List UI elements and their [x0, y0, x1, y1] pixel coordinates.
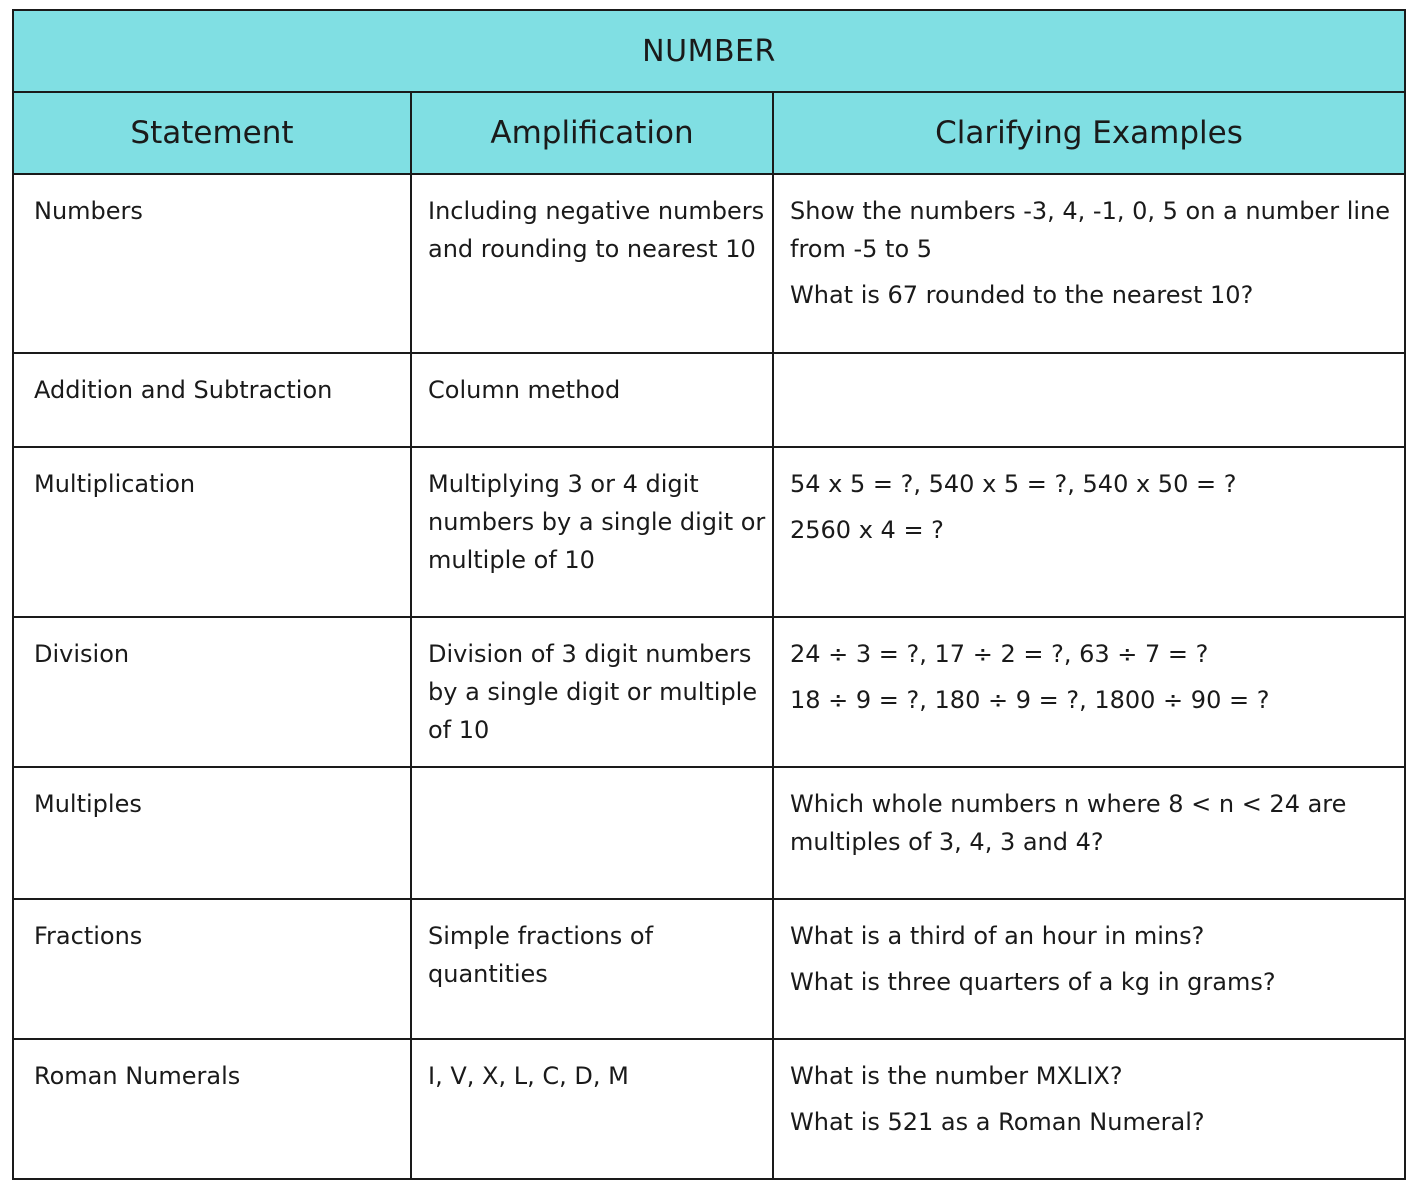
- amplification-cell: Division of 3 digit numbers by a single digit or multiple of 10: [411, 617, 773, 767]
- table-row-fractions: [13, 899, 1405, 1039]
- example-line: What is the number MXLIX?: [790, 1062, 1123, 1090]
- example-line: What is three quarters of a kg in grams?: [790, 968, 1276, 996]
- amplification-cell: Simple fractions of quantities: [411, 899, 773, 1039]
- header-amplification: Amplification: [411, 92, 773, 174]
- example-line: Which whole numbers n where 8 < n < 24 are multiples of 3, 4, 3 and 4?: [790, 790, 1347, 856]
- table-row-addition-subtraction: [13, 353, 1405, 447]
- amplification-cell: Multiplying 3 or 4 digit numbers by a single digit or multiple of 10: [411, 447, 773, 617]
- statement-cell: Multiples: [13, 767, 411, 899]
- table-row-roman-numerals: [13, 1039, 1405, 1179]
- example-line: What is 67 rounded to the nearest 10?: [790, 281, 1254, 309]
- examples-cell: [773, 899, 1405, 1039]
- example-line: 54 x 5 = ?, 540 x 5 = ?, 540 x 50 = ?: [790, 470, 1237, 498]
- curriculum-sheet: [12, 9, 1404, 1180]
- curriculum-table: [12, 9, 1406, 1180]
- amplification-cell: Including negative numbers and rounding to nearest 10: [411, 174, 773, 353]
- table-row-numbers: [13, 174, 1405, 353]
- examples-cell: [773, 1039, 1405, 1179]
- statement-cell: Fractions: [13, 899, 411, 1039]
- table-title: NUMBER: [13, 10, 1405, 92]
- examples-cell: [773, 447, 1405, 617]
- table-row-division: [13, 617, 1405, 767]
- amplification-cell: Column method: [411, 353, 773, 447]
- table-row-multiples: [13, 767, 1405, 899]
- header-row: [13, 92, 1405, 174]
- statement-cell: Division: [13, 617, 411, 767]
- example-line: Show the numbers -3, 4, -1, 0, 5 on a number line from -5 to 5: [790, 197, 1390, 263]
- amplification-cell: [411, 767, 773, 899]
- examples-cell: [773, 617, 1405, 767]
- example-line: What is a third of an hour in mins?: [790, 922, 1205, 950]
- statement-cell: Addition and Subtraction: [13, 353, 411, 447]
- statement-cell: Roman Numerals: [13, 1039, 411, 1179]
- amplification-cell: I, V, X, L, C, D, M: [411, 1039, 773, 1179]
- header-clarifying-examples: Clarifying Examples: [773, 92, 1405, 174]
- example-line: 24 ÷ 3 = ?, 17 ÷ 2 = ?, 63 ÷ 7 = ?: [790, 640, 1209, 668]
- title-row: [13, 10, 1405, 92]
- examples-cell: [773, 767, 1405, 899]
- example-line: 2560 x 4 = ?: [790, 516, 944, 544]
- statement-cell: Multiplication: [13, 447, 411, 617]
- table-row-multiplication: [13, 447, 1405, 617]
- header-statement: Statement: [13, 92, 411, 174]
- example-line: 18 ÷ 9 = ?, 180 ÷ 9 = ?, 1800 ÷ 90 = ?: [790, 686, 1270, 714]
- statement-cell: Numbers: [13, 174, 411, 353]
- examples-cell: [773, 353, 1405, 447]
- example-line: What is 521 as a Roman Numeral?: [790, 1108, 1205, 1136]
- examples-cell: [773, 174, 1405, 353]
